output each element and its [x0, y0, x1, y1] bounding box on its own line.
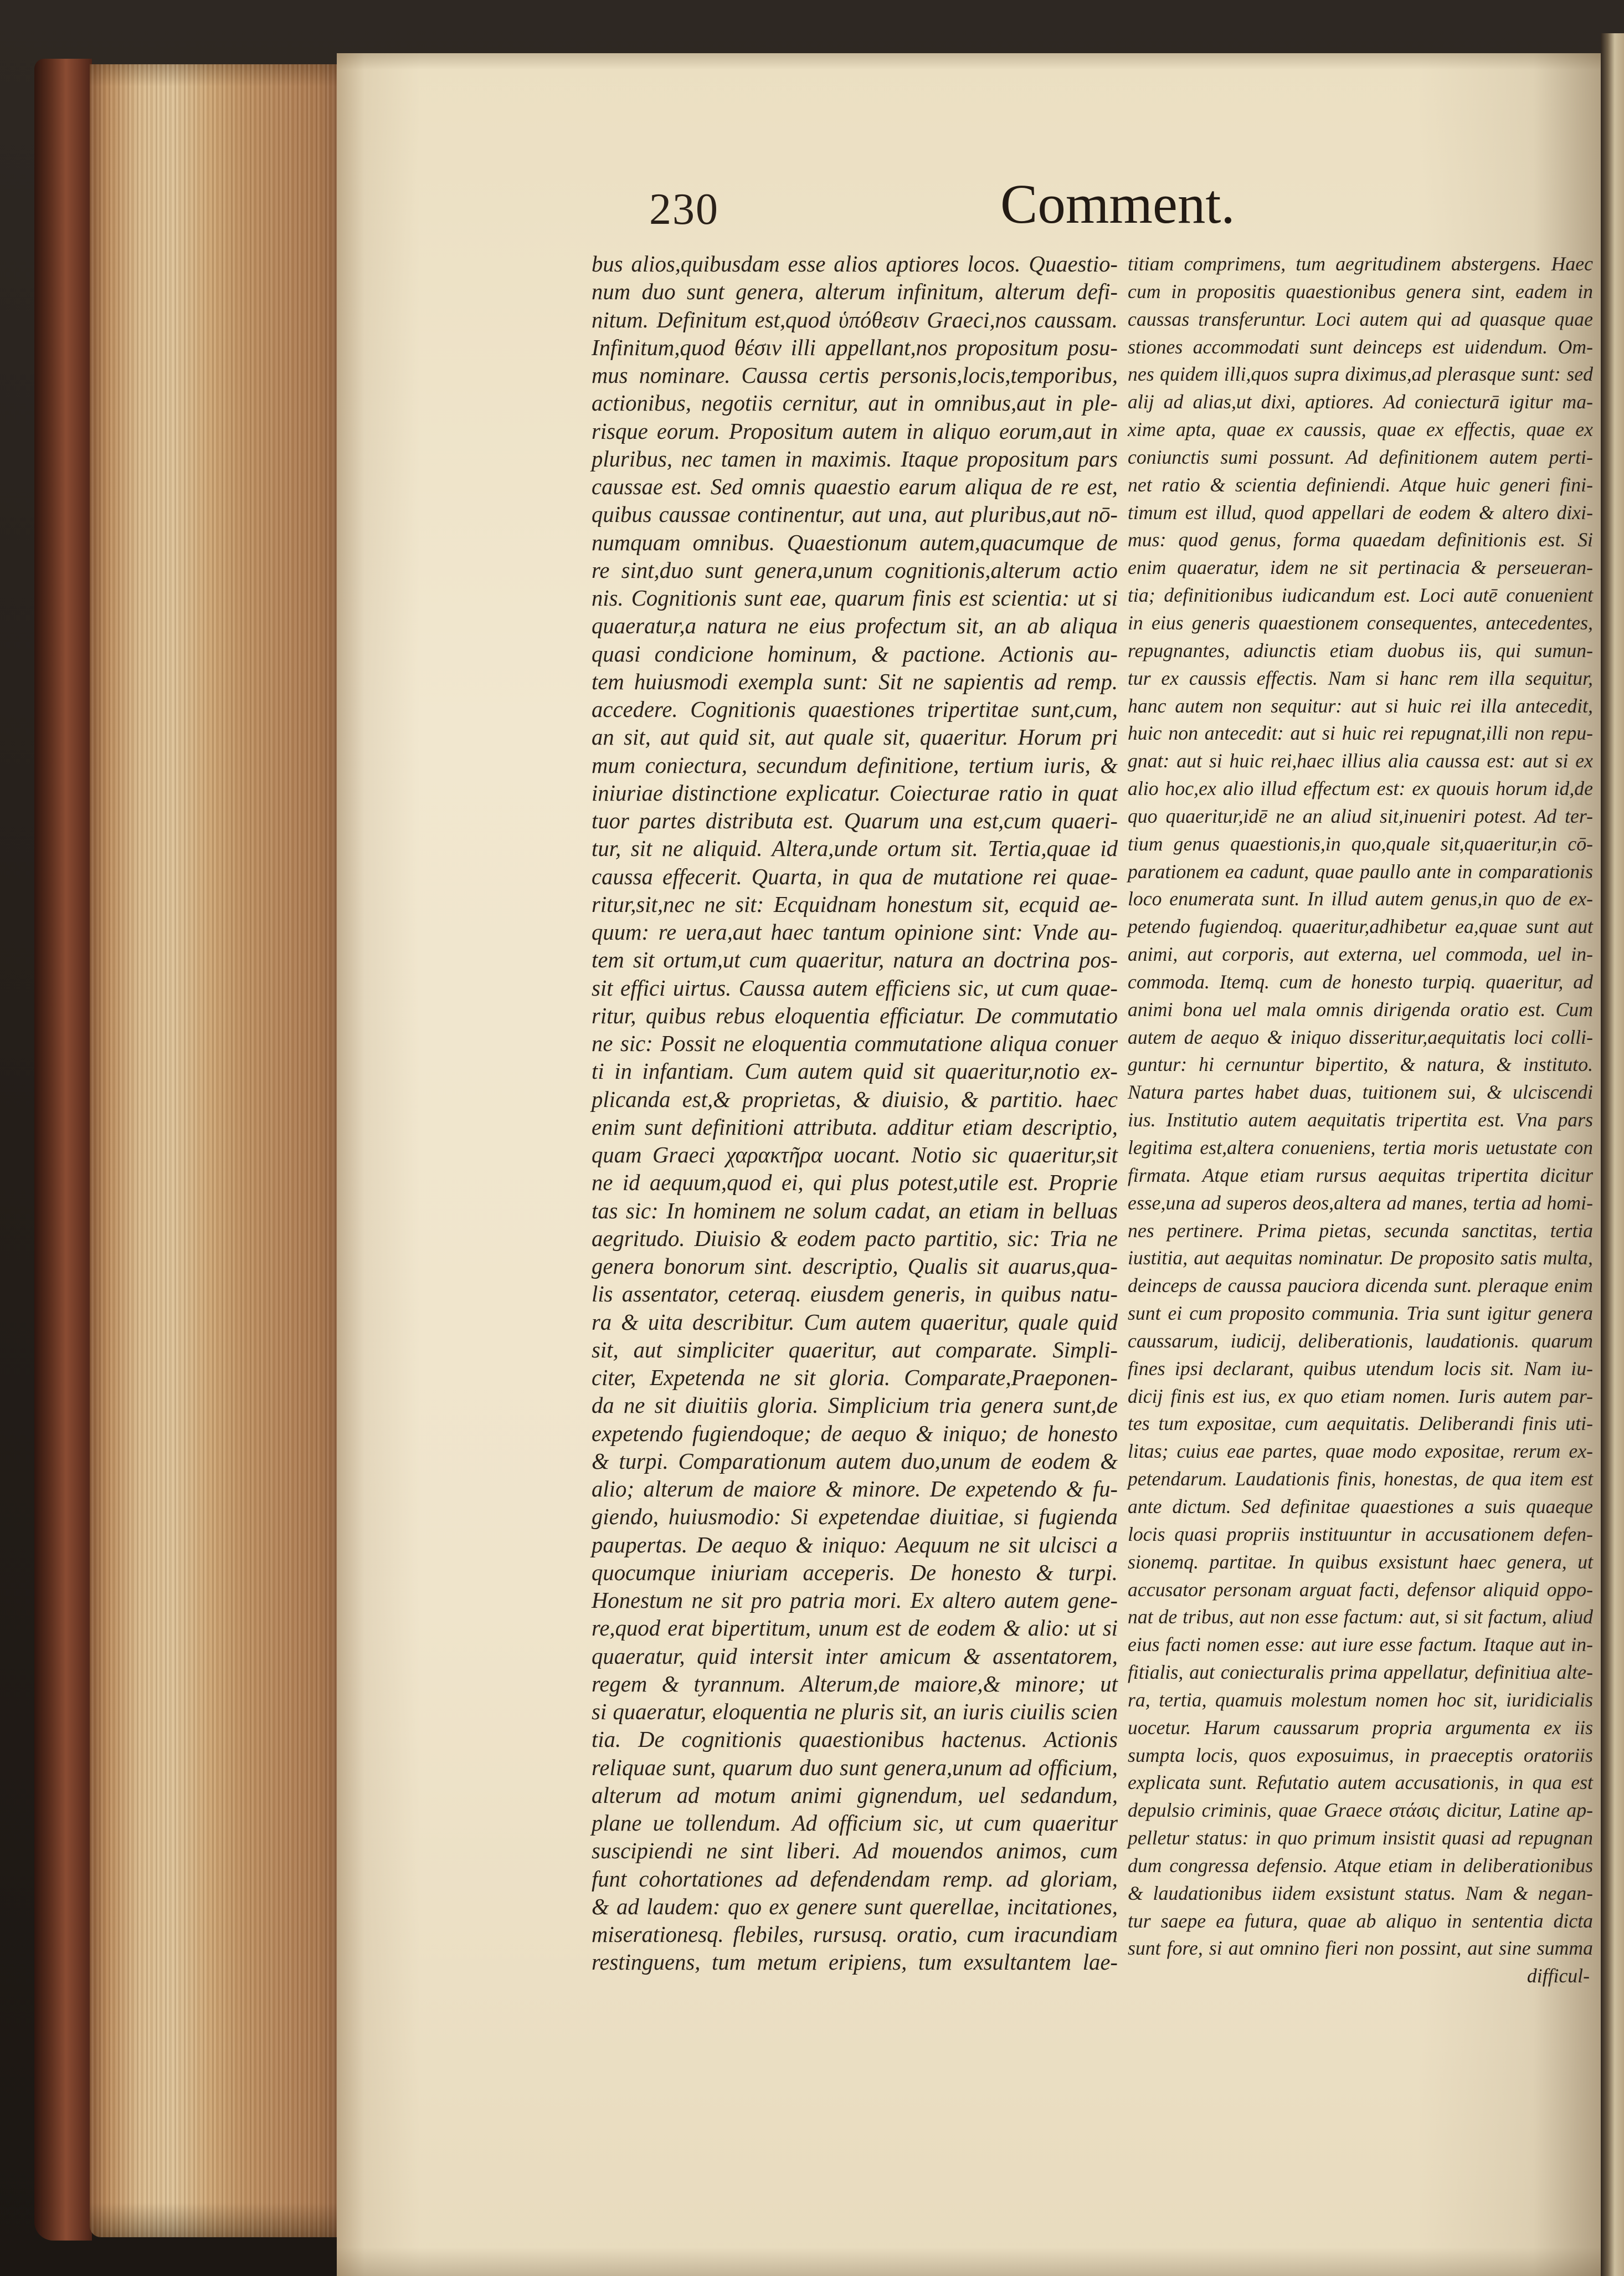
text-line: tia. De cognitionis quaestionibus hactenus. Actionis [592, 1727, 1118, 1752]
text-line: Natura partes habet duas, tuitionem sui, & ulciscendi [1128, 1081, 1593, 1104]
text-line: sunt ei cum proposito communia. Tria sunt igitur genera [1128, 1302, 1593, 1325]
text-line: quasi condicione hominum, & pactione. Actionis au- [592, 641, 1118, 667]
text-line: eius facti nomen esse: aut iure esse factum. Itaque aut in- [1128, 1633, 1593, 1656]
text-line: regem & tyrannum. Alterum,de maiore,& minore; ut [592, 1671, 1118, 1696]
text-line: & laudationibus iidem exsistunt status. Nam & negan- [1128, 1882, 1593, 1904]
text-line: depulsio criminis, quae Graece στάσις dicitur, Latine ap- [1128, 1799, 1593, 1822]
text-line: funt cohortationes ad defendendam remp. ad gloriam, [592, 1866, 1118, 1891]
text-line: enim sunt definitioni attributa. additur etiam descriptio, [592, 1114, 1118, 1140]
text-line: plicanda est,& proprietas, & diuisio, & partitio. haec [592, 1086, 1118, 1112]
text-line: caussarum, iudicij, deliberationis, laudationis. quarum [1128, 1329, 1593, 1352]
text-line: petendarum. Laudationis finis, honestas, de qua item est [1128, 1468, 1593, 1490]
text-line: sumpta locis, quos exposuimus, in praeceptis oratoriis [1128, 1744, 1593, 1766]
page-fore-edge [90, 64, 339, 2237]
text-line: quo quaeritur,idē ne an aliud sit,inueniri potest. Ad ter- [1128, 804, 1593, 827]
page-number: 230 [649, 185, 719, 234]
text-line: quibus caussae continentur, aut una, aut pluribus,aut nō- [592, 502, 1118, 527]
text-line: re,quod erat bipertitum, unum est de eodem & alio: ut si [592, 1616, 1118, 1641]
text-line: alterum ad motum animi gignendum, uel sedandum, [592, 1782, 1118, 1808]
text-line: enim quaeratur, idem ne sit pertinacia & perseueran- [1128, 556, 1593, 579]
text-line: locis quasi propriis instituuntur in accusationem defen- [1128, 1523, 1593, 1545]
text-line: pelletur status: in quo primum insistit quasi ad repugnan [1128, 1827, 1593, 1849]
text-line: numquam omnibus. Quaestionum autem,quacumque de [592, 530, 1118, 555]
text-line: nis. Cognitionis sunt eae, quarum finis est scientia: ut si [592, 586, 1118, 611]
text-line: mus: quod genus, forma quaedam definitionis est. Si [1128, 529, 1593, 551]
text-line: ante dictum. Sed definitae quaestiones a suis quaeque [1128, 1495, 1593, 1518]
text-line: ra, tertia, quamuis molestum nomen hoc sit, iuridicialis [1128, 1688, 1593, 1711]
text-line: hanc autem non sequitur: aut si huic rei illa antecedit, [1128, 694, 1593, 717]
text-line: ius. Institutio autem aequitatis tripertita est. Vna pars [1128, 1109, 1593, 1131]
text-line: timum est illud, quod appellari de eodem & altero dixi- [1128, 501, 1593, 524]
text-line: ne sic: Possit ne eloquentia commutatione aliqua conuer [592, 1031, 1118, 1056]
text-line: actionibus, negotiis cernitur, aut in omnibus,aut in ple- [592, 391, 1118, 416]
text-line: nes quidem illi,quos supra diximus,ad plerasque sunt: sed [1128, 363, 1593, 386]
text-line: & ad laudem: quo ex genere sunt querellae, incitationes, [592, 1894, 1118, 1919]
text-line: tur saepe ea futura, quae ab aliquo in sententia dicta [1128, 1909, 1593, 1932]
text-line: iustitia, aut aequitas nominatur. De proposito satis multa, [1128, 1247, 1593, 1269]
text-line: si quaeratur, eloquentia ne pluris sit, an iuris ciuilis scien [592, 1699, 1118, 1724]
text-line: quam Graeci χαρακτῆρα uocant. Notio sic quaeritur,sit [592, 1142, 1118, 1167]
text-line: ritur,sit,nec ne sit: Ecquidnam honestum sit, ecquid ae- [592, 891, 1118, 917]
text-line: commoda. Itemq. cum de honesto turpiq. quaeritur, ad [1128, 970, 1593, 993]
text-line: iniuriae distinctione explicatur. Coiecturae ratio in quat [592, 780, 1118, 806]
text-line: tia; definitionibus iudicandum est. Loci autē conuenient [1128, 584, 1593, 607]
left-text-column [592, 250, 1118, 1977]
text-line: expetendo fugiendoque; de aequo & iniquo; de honesto [592, 1421, 1118, 1446]
text-line: citer, Expetenda ne sit gloria. Comparate,Praeponen- [592, 1365, 1118, 1390]
text-line: coniunctis sumi possunt. Ad definitionem autem perti- [1128, 445, 1593, 468]
text-line: sionemq. partitae. In quibus exsistunt haec genera, ut [1128, 1550, 1593, 1573]
text-line: animi bona uel mala omnis dirigenda oratio est. Cum [1128, 998, 1593, 1021]
text-line: alij ad alias,ut dixi, aptiores. Ad coniecturā igitur ma- [1128, 391, 1593, 413]
text-line: tem huiusmodi exempla sunt: Sit ne sapientis ad remp. [592, 669, 1118, 694]
text-line: litas; cuius eae partes, quae modo expositae, rerum ex- [1128, 1440, 1593, 1463]
text-line: parationem ea cadunt, quae paullo ante in comparationis [1128, 860, 1593, 883]
text-line: net ratio & scientia definiendi. Atque huic generi fini- [1128, 473, 1593, 496]
text-line: animi, aut corporis, aut externa, uel commoda, uel in- [1128, 943, 1593, 966]
text-line: repugnantes, adiunctis etiam duobus iis, qui sumun- [1128, 639, 1593, 662]
text-line: dicij finis est ius, ex quo etiam nomen. Iuris autem par- [1128, 1385, 1593, 1407]
text-line: Infinitum,quod θέσιν illi appellant,nos propositum posu- [592, 335, 1118, 360]
text-line: petendo fugiendoq. quaeritur,adhibetur ea,quae sunt aut [1128, 915, 1593, 938]
text-line: uocetur. Harum caussarum propria argumenta ex iis [1128, 1716, 1593, 1739]
text-line: re sint,duo sunt genera,unum cognitionis,alterum actio [592, 557, 1118, 583]
text-line: deinceps de caussa pauciora dicenda sunt. pleraque enim [1128, 1274, 1593, 1297]
text-line: gnat: aut si huic rei,haec illius alia caussa est: aut si ex [1128, 750, 1593, 772]
running-head: Comment. [1000, 173, 1235, 235]
text-line: accusator personam arguat facti, defensor aliquid oppo- [1128, 1578, 1593, 1601]
text-line: guntur: hi cernuntur bipertito, & natura, & instituto. [1128, 1053, 1593, 1076]
text-line: ra & uita describitur. Cum autem quaeritur, quale quid [592, 1309, 1118, 1335]
right-text-column [1128, 250, 1593, 1990]
text-line: alio; alterum de maiore & minore. De expetendo & fu- [592, 1477, 1118, 1501]
text-line: & turpi. Comparationum autem duo,unum de eodem & [592, 1448, 1118, 1474]
text-line: tes tum expositae, cum aequitatis. Deliberandi finis uti- [1128, 1412, 1593, 1435]
text-line: legitima est,altera conueniens, tertia moris uetustate con [1128, 1136, 1593, 1158]
text-line: quaeratur,a natura ne eius profectum sit, an ab aliqua [592, 613, 1118, 639]
text-line: tur, sit ne aliquid. Altera,unde ortum sit. Tertia,quae id [592, 836, 1118, 862]
text-line: firmata. Atque etiam rursus aequitas tripertita dicitur [1128, 1163, 1593, 1186]
text-line: autem de aequo & iniquo disseritur,aequitatis loci colli- [1128, 1026, 1593, 1048]
text-line: cum in propositis quaestionibus genera sint, eadem in [1128, 280, 1593, 303]
text-line: nes pertinere. Prima pietas, secunda sanctitas, tertia [1128, 1219, 1593, 1242]
right-column-lines [1128, 250, 1593, 1962]
text-line: paupertas. De aequo & iniquo: Aequum ne sit ulcisci a [592, 1532, 1118, 1557]
text-line: pluribus, nec tamen in maximis. Itaque propositum pars [592, 446, 1118, 471]
text-line: esse,una ad superos deos,altera ad manes, tertia ad homi- [1128, 1191, 1593, 1214]
text-line: xime apta, quae ex caussis, quae ex effectis, quae ex [1128, 418, 1593, 441]
text-line: fines ipsi declarant, quibus utendum locis sit. Nam iu- [1128, 1357, 1593, 1380]
text-line: quocumque iniuriam acceperis. De honesto & turpi. [592, 1560, 1118, 1585]
text-line: tas sic: In hominem ne solum cadat, an etiam in belluas [592, 1198, 1118, 1223]
book-cover-edge [34, 59, 92, 2241]
text-line: bus alios,quibusdam esse alios aptiores locos. Quaestio- [592, 252, 1118, 276]
text-line: stiones accommodati sunt deinceps est uidendum. Om- [1128, 335, 1593, 358]
text-line: tem sit ortum,ut cum quaeritur, natura an doctrina pos- [592, 947, 1118, 973]
text-line: in eius generis quaestionem consequentes, antecedentes, [1128, 611, 1593, 634]
text-line: da ne sit diuitiis gloria. Simplicium tria genera sunt,de [592, 1393, 1118, 1418]
text-line: restinguens, tum metum eripiens, tum exsultantem lae- [592, 1950, 1118, 1975]
text-line: quaeratur, quid intersit inter amicum & assentatorem, [592, 1643, 1118, 1669]
text-line: risque eorum. Propositum autem in aliquo eorum,aut in [592, 418, 1118, 444]
text-line: giendo, huiusmodio: Si expetendae diuitiae, si fugienda [592, 1504, 1118, 1530]
text-line: explicata sunt. Refutatio autem accusationis, in qua est [1128, 1771, 1593, 1794]
text-line: huic non antecedit: aut si huic rei repugnat,illi non repu- [1128, 722, 1593, 745]
text-line: ritur, quibus rebus eloquentia efficiatur. De commutatio [592, 1003, 1118, 1028]
text-line: an sit, aut quid sit, aut quale sit, quaeritur. Horum pri [592, 725, 1118, 750]
catchword: difficul- [1527, 1965, 1590, 1987]
text-line: mum coniectura, secundum definitione, tertium iuris, & [592, 752, 1118, 778]
text-line: plane ue tollendum. Ad officium sic, ut cum quaeritur [592, 1811, 1118, 1836]
text-line: accedere. Cognitionis quaestiones tripertitae sunt,cum, [592, 697, 1118, 722]
facing-page-gutter [1601, 33, 1624, 2276]
text-line: alio hoc,ex alio illud effectum est: ex quouis horum id,de [1128, 777, 1593, 800]
text-line: suscipiendi ne sint liberi. Ad mouendos animos, cum [592, 1838, 1118, 1864]
text-line: dum congressa defensio. Atque etiam in deliberationibus [1128, 1854, 1593, 1877]
text-line: caussae est. Sed omnis quaestio earum aliqua de re est, [592, 474, 1118, 499]
text-line: ne id aequum,quod ei, qui plus potest,utile est. Proprie [592, 1170, 1118, 1196]
text-line: genera bonorum sint. descriptio, Qualis sit auarus,qua- [592, 1254, 1118, 1279]
text-line: titiam comprimens, tum aegritudinem abstergens. Haec [1128, 253, 1593, 275]
text-line: nitum. Definitum est,quod ὑπόθεσιν Graeci,nos caussam. [592, 307, 1118, 332]
text-line: tur ex caussis effectis. Nam si hanc rem illa sequitur, [1128, 667, 1593, 689]
text-line: ti in infantiam. Cum autem quid sit quaeritur,notio ex- [592, 1059, 1118, 1084]
text-line: lis assentator, ceteraq. eiusdem generis, in quibus natu- [592, 1281, 1118, 1307]
text-line: Honestum ne sit pro patria mori. Ex altero autem gene- [592, 1588, 1118, 1613]
text-line: loco enumerata sunt. In illud autem genus,in quo de ex- [1128, 888, 1593, 910]
text-line: tium genus quaestionis,in quo,quale sit,quaeritur,in cō- [1128, 832, 1593, 855]
text-line: num duo sunt genera, alterum infinitum, alterum defi- [592, 279, 1118, 305]
text-line: fitialis, aut coniecturalis prima appellatur, definitiua alte- [1128, 1661, 1593, 1684]
text-line: caussas transferuntur. Loci autem qui ad quasque quae [1128, 307, 1593, 330]
text-line: tuor partes distributa est. Quarum una est,cum quaeri- [592, 808, 1118, 833]
text-line: caussa effecerit. Quarta, in qua de mutatione rei quae- [592, 864, 1118, 889]
text-line: mus nominare. Caussa certis personis,locis,temporibus, [592, 363, 1118, 388]
text-line: nat de tribus, aut non esse factum: aut, si sit factum, aliud [1128, 1606, 1593, 1628]
text-line: aegritudo. Diuisio & eodem pacto partitio, sic: Tria ne [592, 1226, 1118, 1251]
text-line: sit effici uirtus. Caussa autem efficiens sic, ut cum quae- [592, 975, 1118, 1001]
text-line: quum: re uera,aut haec tantum opinione sint: Vnde au- [592, 920, 1118, 945]
text-line: miserationesq. flebiles, rursusq. oratio, cum iracundiam [592, 1922, 1118, 1947]
text-line: reliquae sunt, quarum duo sunt genera,unum ad officium, [592, 1755, 1118, 1780]
text-line: sunt fore, si aut omnino fieri non possint, aut sine summa [1128, 1937, 1593, 1960]
text-line: sit, aut simpliciter quaeritur, aut comparate. Simpli- [592, 1337, 1118, 1362]
